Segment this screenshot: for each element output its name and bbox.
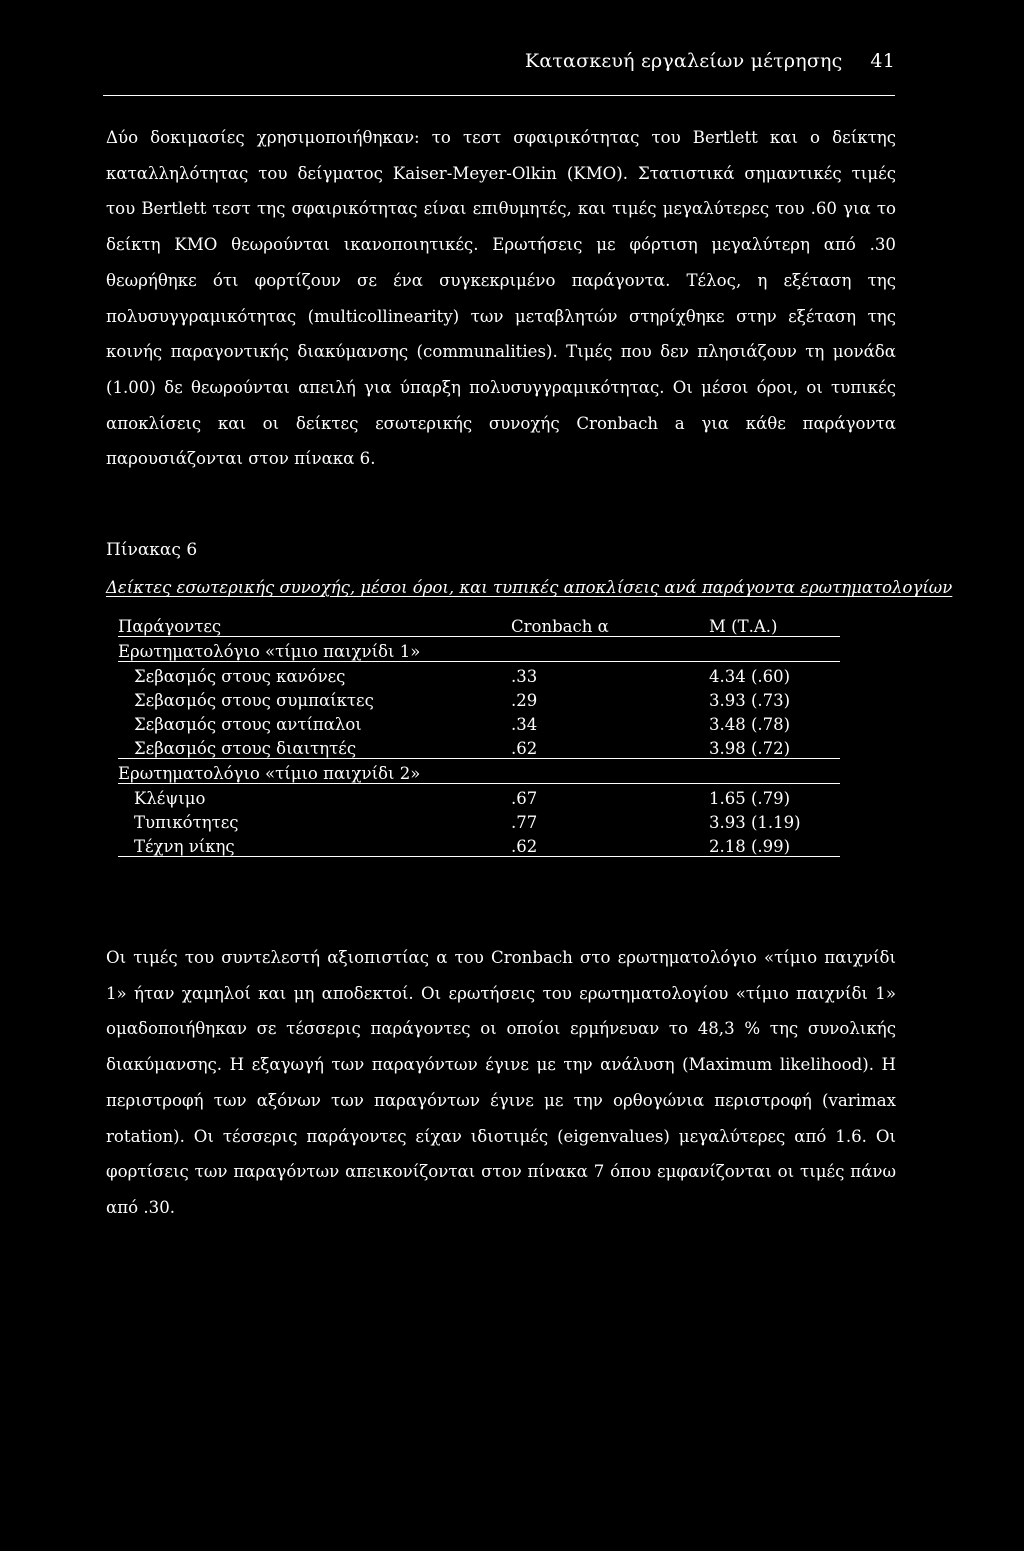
- section-title: Ερωτηματολόγιο «τίμιο παιχνίδι 1»: [118, 637, 840, 662]
- paragraph-results: Οι τιμές του συντελεστή αξιοπιστίας α του Cronbach στο ερωτηματολόγιο «τίμιο παιχνίδι 1» ήταν χαμηλοί και μη αποδεκτοί. Οι ερωτήσεις του ερωτηματολογίου «τίμιο παιχνίδι 1» ομαδοποιήθηκαν σε τέσσερις παράγοντες οι οποίοι ερμήνευαν το 48,3 % της συνολικής διακύμανσης. Η εξαγωγή των παραγόντων έγινε με την ανάλυση (Maximum likelihood). Η περιστροφή των αξόνων των παραγόντων έγινε με την ορθογώνια περιστροφή (varimax rotation). Οι τέσσερις παράγοντες είχαν ιδιοτιμές (eigenvalues) μεγαλύτερες από 1.6. Οι φορτίσεις των παραγόντων απεικονίζονται στον πίνακα 7 όπου εμφανίζονται οι τιμές πάνω από .30.: [106, 948, 896, 1217]
- factor-name: Τέχνη νίκης: [118, 832, 511, 857]
- factor-name: Τυπικότητες: [134, 813, 239, 832]
- cronbach-value: .33: [511, 667, 538, 686]
- table-header-row: [118, 612, 840, 637]
- table-row: [118, 710, 840, 734]
- mean-sd-value: 4.34 (.60): [709, 667, 791, 686]
- mean-sd-value: 1.65 (.79): [709, 789, 791, 808]
- table-caption: Δείκτες εσωτερικής συνοχής, μέσοι όροι, και τυπικές αποκλίσεις ανά παράγοντα ερωτηματολογίων: [106, 578, 953, 597]
- page-number: 41: [870, 50, 895, 72]
- cronbach-value: .29: [511, 691, 538, 710]
- factor-name: Σεβασμός στους διαιτητές: [118, 734, 511, 759]
- header-mean-sd: Μ (Τ.Α.): [709, 612, 840, 637]
- mean-sd-value: 2.18 (.99): [709, 832, 840, 857]
- cronbach-value: .67: [511, 789, 538, 808]
- table-row: [118, 662, 840, 687]
- header-factors: Παράγοντες: [118, 612, 511, 637]
- factor-name: Σεβασμός στους αντίπαλοι: [134, 715, 362, 734]
- mean-sd-value: 3.48 (.78): [709, 715, 791, 734]
- header-cronbach: Cronbach α: [511, 612, 709, 637]
- running-title: Κατασκευή εργαλείων μέτρησης: [524, 50, 843, 72]
- running-header: [0, 50, 895, 72]
- cronbach-value: .62: [511, 734, 709, 759]
- cronbach-value: .34: [511, 715, 538, 734]
- table-section-row: [118, 637, 840, 662]
- table-label: Πίνακας 6: [106, 540, 198, 560]
- factor-name: Σεβασμός στους κανόνες: [134, 667, 346, 686]
- reliability-table: [118, 612, 840, 857]
- mean-sd-value: 3.93 (.73): [709, 691, 791, 710]
- cronbach-value: .77: [511, 813, 538, 832]
- table-section-row: [118, 759, 840, 784]
- factor-name: Κλέψιμο: [134, 789, 206, 808]
- factor-name: Σεβασμός στους συμπαίκτες: [134, 691, 374, 710]
- paragraph-intro: Δύο δοκιμασίες χρησιμοποιήθηκαν: το τεστ σφαιρικότητας του Bertlett και ο δείκτης καταλληλότητας του δείγματος Kaiser-Meyer-Olkin (KMO). Στατιστικά σημαντικές τιμές του Bertlett τεστ της σφαιρικότητας είναι επιθυμητές, και τιμές μεγαλύτερες του .60 για το δείκτη KMO θεωρούνται ικανοποιητικές. Ερωτήσεις με φόρτιση μεγαλύτερη από .30 θεωρήθηκε ότι φορτίζουν σε ένα συγκεκριμένο παράγοντα. Τέλος, η εξέταση της πολυσυγγραμικότητας (multicollinearity) των μεταβλητών στηρίχθηκε στην εξέταση της κοινής παραγοντικής διακύμανσης (communalities). Τιμές που δεν πλησιάζουν τη μονάδα (1.00) δε θεωρούνται απειλή για ύπαρξη πολυσυγγραμικότητας. Οι μέσοι όροι, οι τυπικές αποκλίσεις και οι δείκτες εσωτερικής συνοχής Cronbach a για κάθε παράγοντα παρουσιάζονται στον πίνακα 6.: [106, 128, 896, 469]
- table-row: [118, 808, 840, 832]
- cronbach-value: .62: [511, 832, 709, 857]
- mean-sd-value: 3.98 (.72): [709, 734, 840, 759]
- section-title: Ερωτηματολόγιο «τίμιο παιχνίδι 2»: [118, 759, 840, 784]
- table-row: [118, 686, 840, 710]
- mean-sd-value: 3.93 (1.19): [709, 813, 801, 832]
- table-row: [118, 832, 840, 857]
- header-rule: [103, 95, 895, 96]
- table-row: [118, 734, 840, 759]
- table-row: [118, 784, 840, 809]
